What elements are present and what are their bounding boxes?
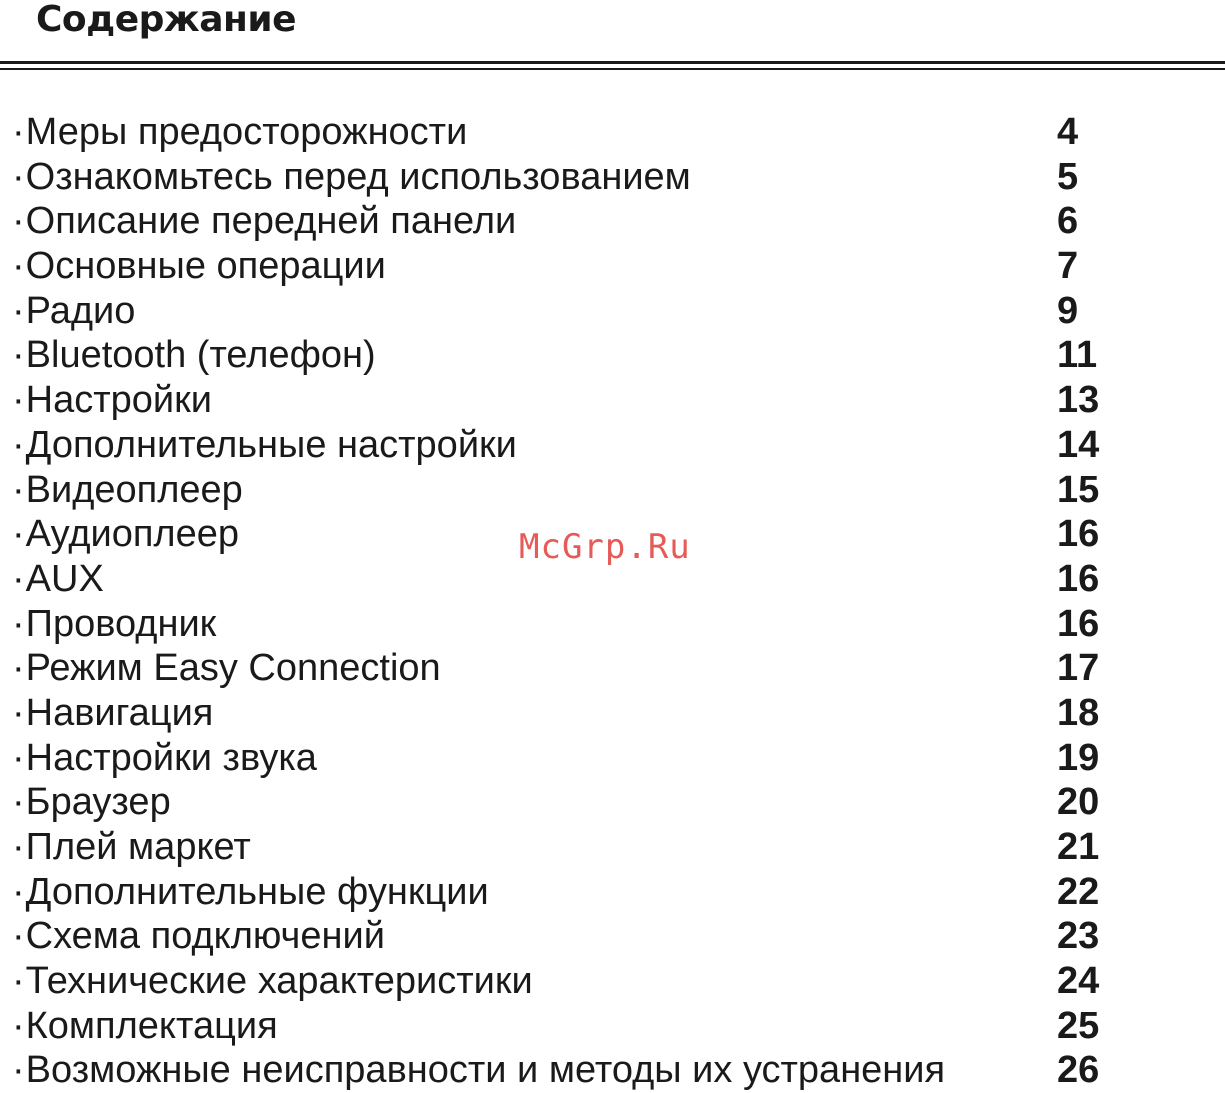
toc-entry[interactable] bbox=[12, 870, 1212, 915]
toc-entry-title: · Проводник bbox=[12, 602, 216, 646]
toc-entry-title: · Ознакомьтесь перед использованием bbox=[12, 155, 691, 199]
toc-entry[interactable] bbox=[12, 780, 1212, 825]
toc-entry-title: · Плей маркет bbox=[12, 825, 251, 869]
toc-entry-page: 13 bbox=[1057, 379, 1100, 422]
toc-entry-title: · Схема подключений bbox=[12, 914, 385, 958]
toc-entry[interactable] bbox=[12, 736, 1212, 781]
toc-entry[interactable] bbox=[12, 825, 1212, 870]
toc-entry-page: 26 bbox=[1057, 1049, 1100, 1092]
toc-entry-page: 15 bbox=[1057, 468, 1100, 511]
toc-entry[interactable] bbox=[12, 199, 1212, 244]
toc-entry[interactable] bbox=[12, 959, 1212, 1004]
toc-entry[interactable] bbox=[12, 646, 1212, 691]
header-rule-top bbox=[0, 61, 1225, 64]
toc-entry-title: · Браузер bbox=[12, 780, 171, 824]
toc-entry-title: · Основные операции bbox=[12, 244, 386, 288]
toc-entry[interactable] bbox=[12, 155, 1212, 200]
toc-entry[interactable] bbox=[12, 244, 1212, 289]
toc-entry-page: 20 bbox=[1057, 781, 1100, 824]
toc-entry-page: 16 bbox=[1057, 557, 1100, 600]
toc-entry[interactable] bbox=[12, 423, 1212, 468]
toc-entry[interactable] bbox=[12, 110, 1212, 155]
watermark: McGrp.Ru bbox=[519, 527, 691, 567]
toc-entry-title: · Настройки звука bbox=[12, 736, 317, 780]
toc-entry[interactable] bbox=[12, 468, 1212, 513]
toc-entry-title: · Дополнительные функции bbox=[12, 870, 489, 914]
toc-entry[interactable] bbox=[12, 378, 1212, 423]
toc-entry[interactable] bbox=[12, 691, 1212, 736]
toc-entry-page: 11 bbox=[1057, 334, 1098, 377]
toc-entry-title: · Радио bbox=[12, 289, 135, 333]
toc-entry-title: · Технические характеристики bbox=[12, 959, 533, 1003]
toc-entry-page: 19 bbox=[1057, 736, 1100, 779]
toc-entry[interactable] bbox=[12, 1048, 1212, 1093]
toc-entry-title: · Аудиоплеер bbox=[12, 512, 239, 556]
toc-entry-page: 5 bbox=[1057, 155, 1079, 198]
toc-entry-page: 16 bbox=[1057, 602, 1100, 645]
header-rule-bottom bbox=[0, 68, 1225, 70]
toc-entry-page: 22 bbox=[1057, 870, 1100, 913]
toc-entry[interactable] bbox=[12, 289, 1212, 334]
toc-entry-page: 6 bbox=[1057, 200, 1079, 243]
toc-entry-title: · Дополнительные настройки bbox=[12, 423, 517, 467]
toc-entry-title: · Меры предосторожности bbox=[12, 110, 467, 154]
toc-entry-title: · Режим Easy Connection bbox=[12, 646, 441, 690]
toc-entry-page: 7 bbox=[1057, 245, 1079, 288]
toc-entry-title: · AUX bbox=[12, 557, 104, 601]
toc-entry-title: · Комплектация bbox=[12, 1004, 278, 1048]
toc-entry[interactable] bbox=[12, 914, 1212, 959]
toc-entry-title: · Возможные неисправности и методы их устранения bbox=[12, 1048, 945, 1092]
toc-entry-page: 21 bbox=[1057, 826, 1100, 868]
toc-entry-title: · Видеоплеер bbox=[12, 468, 243, 512]
toc-entry-page: 4 bbox=[1057, 111, 1079, 153]
toc-entry-page: 24 bbox=[1057, 960, 1100, 1003]
toc-entry[interactable] bbox=[12, 602, 1212, 647]
toc-entry-title: · Настройки bbox=[12, 378, 212, 422]
toc-entry-page: 25 bbox=[1057, 1004, 1100, 1047]
toc-entry[interactable] bbox=[12, 333, 1212, 378]
toc-entry-page: 23 bbox=[1057, 915, 1100, 958]
toc-entry-title: · Навигация bbox=[12, 691, 213, 735]
toc-entry-page: 16 bbox=[1057, 513, 1100, 556]
toc-entry-page: 18 bbox=[1057, 691, 1100, 734]
toc-entry-page: 9 bbox=[1057, 289, 1079, 332]
toc-entry-page: 14 bbox=[1057, 423, 1100, 466]
table-of-contents bbox=[12, 110, 1212, 1093]
toc-entry-title: · Описание передней панели bbox=[12, 199, 516, 243]
toc-entry-title: · Bluetooth (телефон) bbox=[12, 333, 376, 377]
toc-entry-page: 17 bbox=[1057, 647, 1100, 690]
page-title: Содержание bbox=[36, 0, 297, 40]
toc-entry[interactable] bbox=[12, 1004, 1212, 1049]
